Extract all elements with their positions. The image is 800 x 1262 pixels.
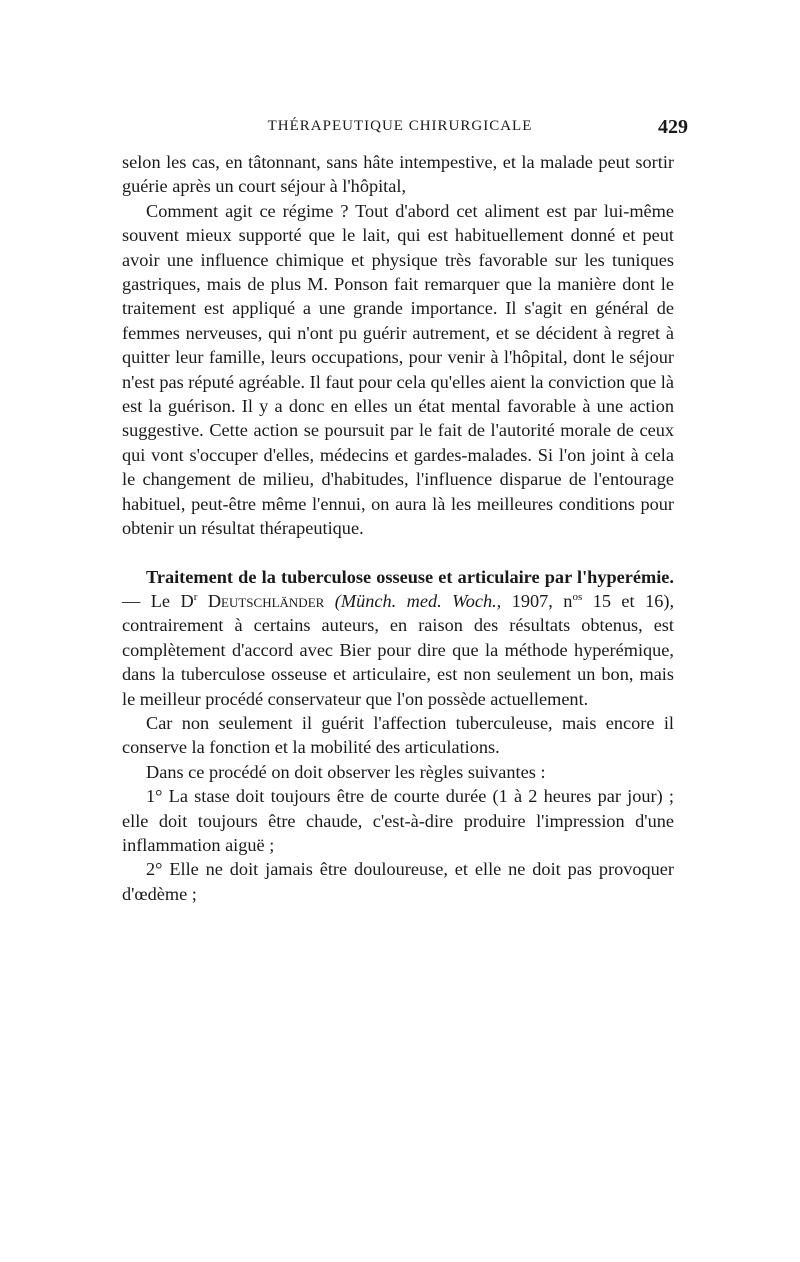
paragraph-regime: Comment agit ce régime ? Tout d'abord cet aliment est par lui-même souvent mieux supporté que le lait, qui est habituellement donné et peut avoir une influence chimique et physique très favorable sur les tuniques gastriques, mais de plus M. Ponson fait remarquer que la manière dont le traitement est appliqué a une grande importance. Il s'agit en général de femmes nerveuses, qui n'ont pu guérir autrement, et se décident à regret à quitter leur famille, leurs occupations, pour venir à l'hôpital, dont le séjour n'est pas réputé agréable. Il faut pour cela qu'elles aient la conviction que là est la guérison. Il y a donc en elles un état mental favorable à une action suggestive. Cette action se poursuit par le fait de l'autorité morale de ceux qui vont s'occuper d'elles, médecins et gardes-malades. Si l'on joint à cela le changement de milieu, d'habitudes, l'influence disparue de l'entourage habituel, peut-être même l'ennui, on aura là les meilleures conditions pour obtenir un résultat thérapeutique. bbox=[122, 200, 674, 539]
citation-year-sup: os bbox=[572, 590, 583, 603]
page-number: 429 bbox=[658, 116, 688, 138]
citation-issue: 15 et 16), bbox=[592, 590, 675, 611]
section-body: contrairement à certains auteurs, en raison des résultats obtenus, est complètement d'accord avec Bier pour dire que la méthode hyperémique, dans la tuberculose osseuse et articulaire, est non seulement un bon, mais le meilleur procédé conservateur que l'on possède actuellement. bbox=[122, 615, 674, 709]
paragraph-rules-intro: Dans ce procédé on doit observer les règles suivantes : bbox=[146, 761, 546, 782]
rule-2: 2° Elle ne doit jamais être douloureuse, et elle ne doit pas provoquer d'œdème ; bbox=[122, 859, 674, 904]
paragraph-continuation: selon les cas, en tâtonnant, sans hâte intempestive, et la malade peut sortir guérie après un court séjour à l'hôpital, bbox=[122, 152, 674, 197]
citation-year: 1907, n bbox=[511, 590, 573, 611]
running-head bbox=[122, 116, 688, 140]
section-gap bbox=[122, 541, 674, 565]
body-text bbox=[122, 150, 674, 906]
journal-citation: (Münch. med. Woch., bbox=[334, 590, 502, 611]
running-title: THÉRAPEUTIQUE CHIRURGICALE bbox=[267, 118, 533, 134]
rule-1: 1° La stase doit toujours être de courte durée (1 à 2 heures par jour) ; elle doit toujours être chaude, c'est-à-dire produire l'impression d'une inflammation aiguë ; bbox=[122, 786, 674, 855]
section-paragraph bbox=[122, 565, 674, 711]
paragraph-conservation: Car non seulement il guérit l'affection tuberculeuse, mais encore il conserve la fonction et la mobilité des articulations. bbox=[122, 712, 674, 758]
section-title: Traitement de la tuberculose osseuse et articulaire par l'hyperémie. bbox=[146, 566, 674, 587]
author-name: Deutschländer bbox=[207, 590, 325, 611]
section-title-sup: r bbox=[193, 590, 198, 603]
section-dash: — Le D bbox=[122, 590, 194, 611]
